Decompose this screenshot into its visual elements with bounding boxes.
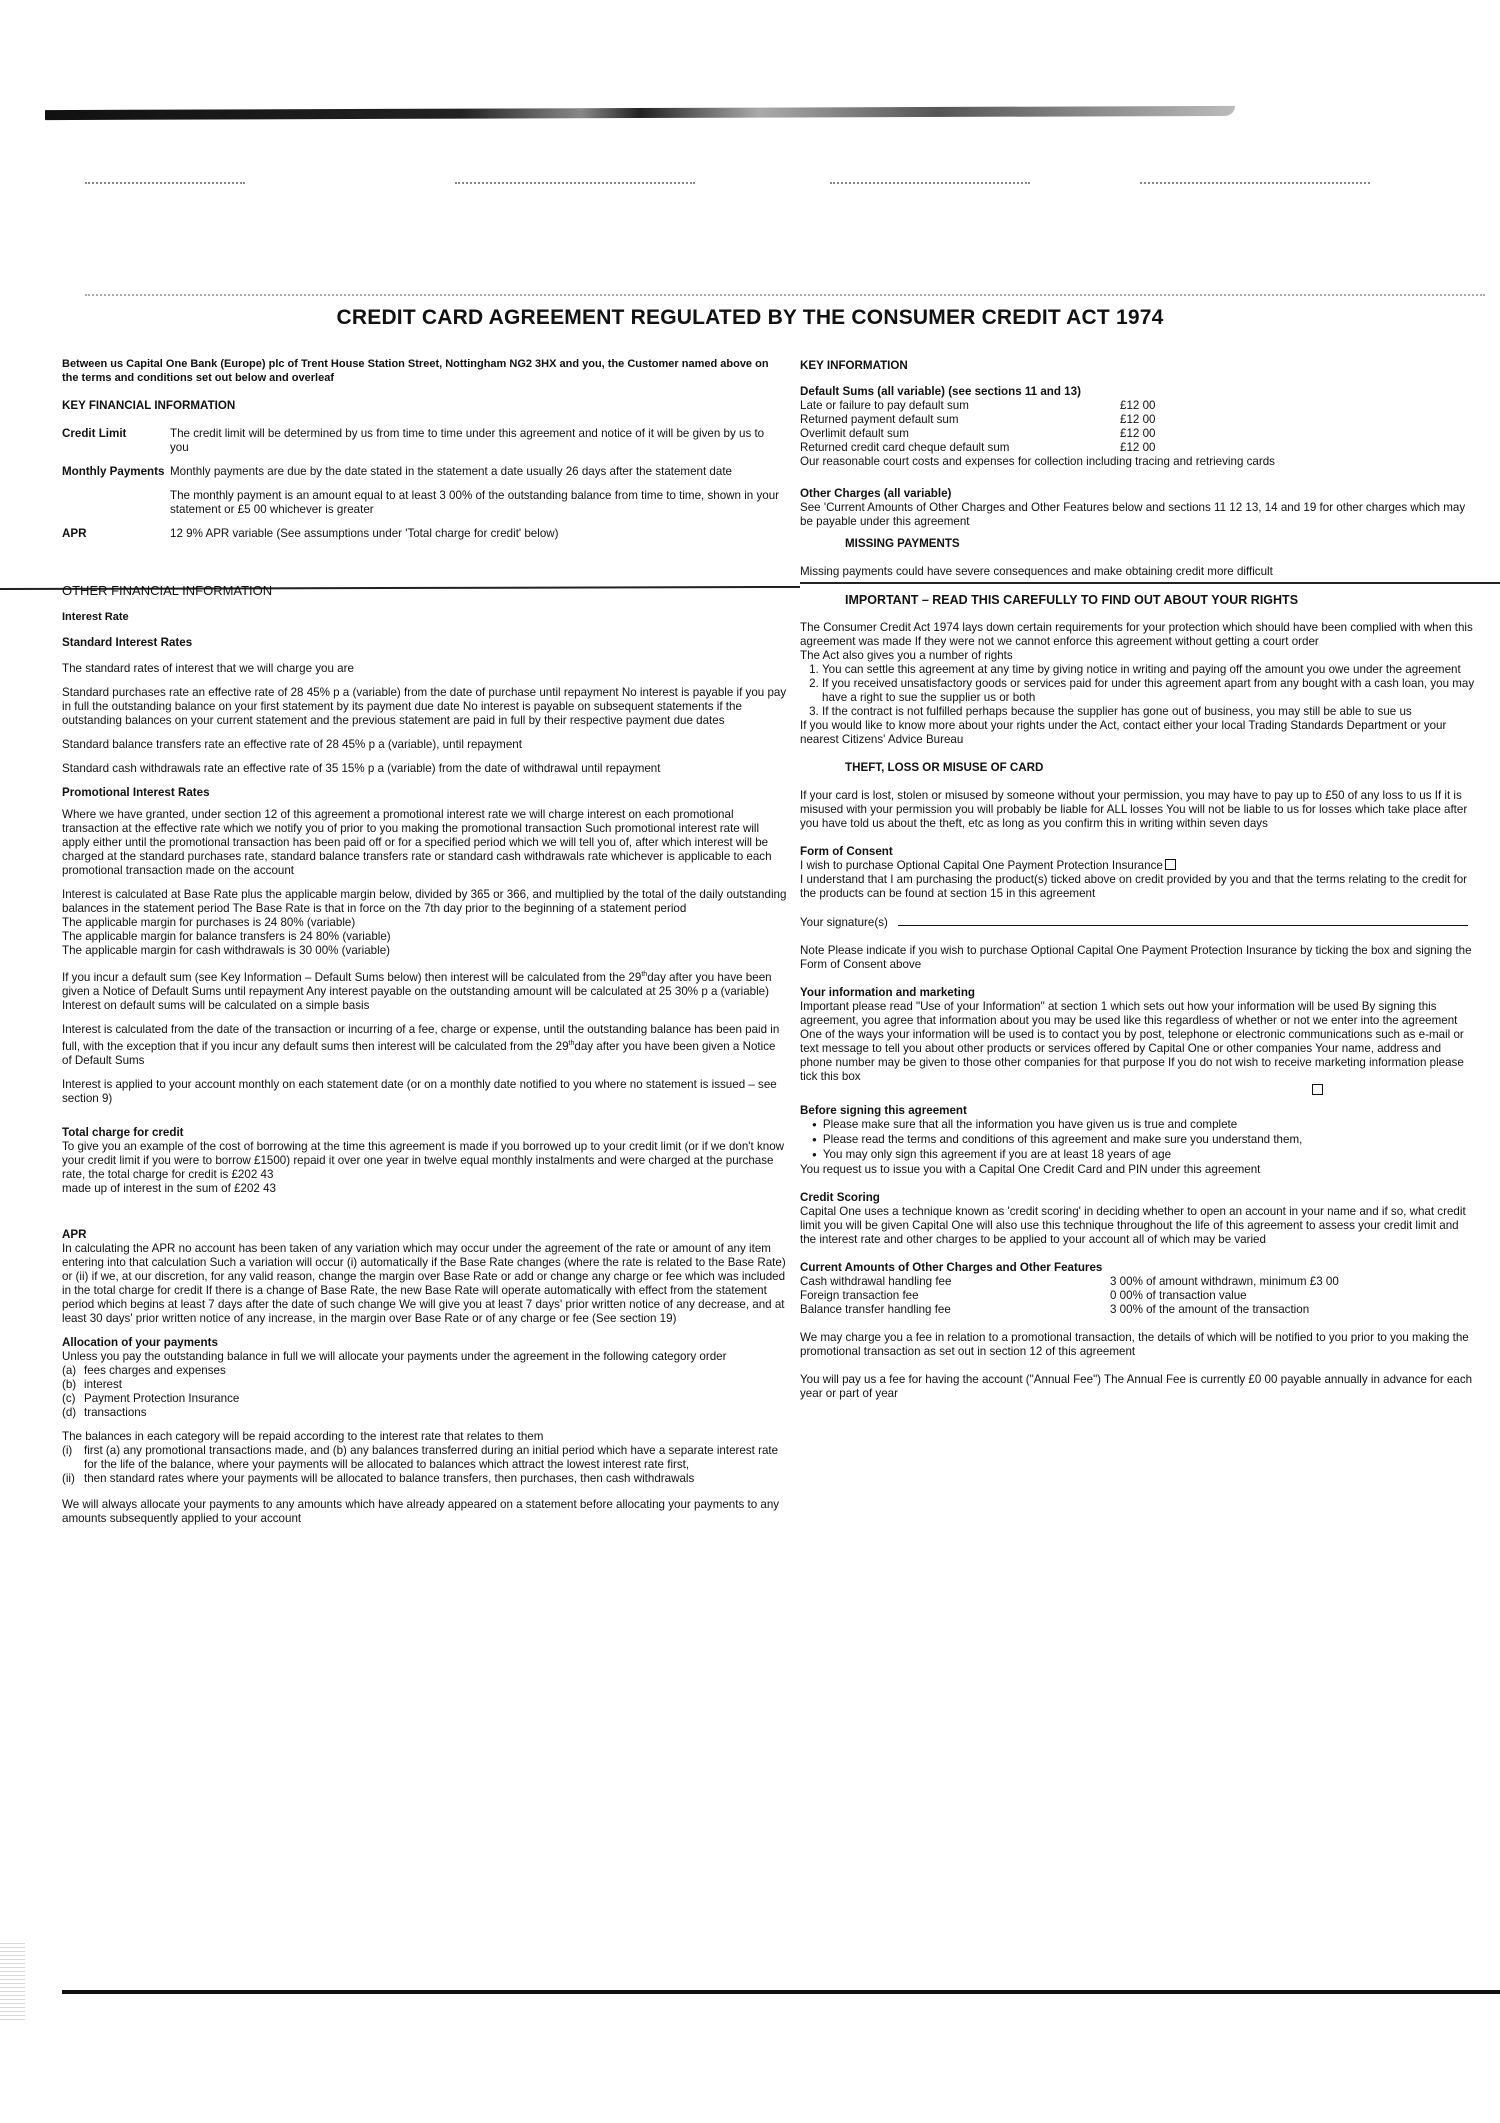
always-allocate-text: We will always allocate your payments to any amounts which have already appeared on a statement before allocating your payments to any amounts subsequently applied to your account — [62, 1497, 780, 1525]
faded-header-text — [455, 182, 695, 187]
standard-rates-intro: The standard rates of interest that we will charge you are — [62, 662, 354, 675]
marketing-heading: Your information and marketing — [800, 986, 975, 999]
scan-noise — [0, 1940, 25, 2020]
ppi-line — [800, 859, 1475, 873]
missing-payments-text: Missing payments could have severe consequences and make obtaining credit more difficult — [800, 565, 1273, 578]
total-charge-heading: Total charge for credit — [62, 1125, 184, 1139]
margin-balance-transfers: The applicable margin for balance transfers is 24 80% (variable) — [62, 930, 391, 943]
default-sum-amount: £12 00 — [1120, 413, 1156, 426]
list-text: first (a) any promotional transactions made, and (b) any balances transferred during an initial period which have a separate interest rate for the life of the balance, where your payments will be allocated to balances which attract the lowest interest rate first, — [84, 1443, 779, 1471]
list-text: fees charges and expenses — [84, 1363, 226, 1377]
theft-text: If your card is lost, stolen or misused by someone without your permission, you may have to pay up to £50 of any loss to us If it is misused with your permission you will probably be liable for ALL losses You will not be liable to us for losses which take place after you have told us about the theft, etc as long as you confirm this in writing within seven days — [800, 789, 1468, 830]
consent-note: Note Please indicate if you wish to purchase Optional Capital One Payment Protection Insurance by ticking the box and signing the Form of Consent above — [800, 944, 1472, 971]
list-item — [62, 1472, 787, 1486]
row-text: Monthly payments are due by the date stated in the statement a date usually 26 days after the statement date — [170, 465, 732, 478]
margin-purchases: The applicable margin for purchases is 24 80% (variable) — [62, 916, 356, 929]
consent-understand: I understand that I am purchasing the product(s) ticked above on credit provided by you and that the terms relating to the credit for the products can be found at section 15 in this agreement — [800, 873, 1468, 900]
annual-fee-text: You will pay us a fee for having the account ("Annual Fee") The Annual Fee is currently £0 00 payable annually in advance for each year or part of year — [800, 1373, 1473, 1400]
default-sum-amount: £12 00 — [1120, 427, 1156, 440]
list-item: 3. If the contract is not fulfilled perhaps because the supplier has gone out of business, you may still be able to sue us — [822, 705, 1475, 719]
rights-heading: IMPORTANT – READ THIS CAREFULLY TO FIND OUT ABOUT YOUR RIGHTS — [845, 593, 1299, 607]
court-costs-text: Our reasonable court costs and expenses for collection including tracing and retrieving cards — [800, 455, 1275, 468]
key-financial-section — [62, 357, 782, 551]
margin-cash: The applicable margin for cash withdrawals is 30 00% (variable) — [62, 944, 390, 957]
row-text: The credit limit will be determined by us from time to time under this agreement and notice of it will be given by us to you — [170, 427, 765, 454]
ppi-text: I wish to purchase Optional Capital One Payment Protection Insurance — [800, 859, 1163, 872]
list-item — [62, 1392, 787, 1406]
faded-header-text — [1140, 182, 1370, 187]
row-label: Monthly Payments — [62, 465, 165, 478]
right-column — [800, 359, 1475, 1411]
list-text: interest — [84, 1377, 123, 1391]
charge-label: Cash withdrawal handling fee — [800, 1275, 952, 1288]
other-charges-heading: Other Charges (all variable) — [800, 487, 952, 500]
default-sum-label: Returned credit card cheque default sum — [800, 441, 1010, 454]
charge-label: Balance transfer handling fee — [800, 1303, 951, 1316]
interest-rate-heading: Interest Rate — [62, 611, 129, 623]
standard-balance-transfer-rate: Standard balance transfers rate an effective rate of 28 45% p a (variable), until repayment — [62, 738, 522, 751]
total-charge-text: To give you an example of the cost of borrowing at the time this agreement is made if you borrowed up to your credit limit (or if we don't know your credit limit if you were to borrow £1500) repaid it over one year in twelve equal monthly instalments and were charged at the purchase rate, the total charge for credit is £202 43 — [62, 1139, 785, 1181]
standard-purchases-rate: Standard purchases rate an effective rate of 28 45% p a (variable) from the date of purchase until repayment No interest is payable if you pay in full the outstanding balance on your first statement by its payment due date No interest is payable on subsequent statements if the outstanding balances on your current statement and the previous statement are paid in full by their respective payment due dates — [62, 686, 787, 727]
faded-header-text — [830, 182, 1030, 187]
rights-also: The Act also gives you a number of rights — [800, 649, 1013, 662]
faded-header-text — [85, 294, 1485, 299]
interest-applied-text: Interest is applied to your account monthly on each statement date (or on a monthly date notified to you where no statement is issued – see section 9) — [62, 1077, 777, 1105]
list-text: Payment Protection Insurance — [84, 1391, 240, 1405]
parties-text: Between us Capital One Bank (Europe) plc of Trent House Station Street, Nottingham NG2 3HX and you, the Customer named above on the terms and conditions set out below and overleaf — [62, 358, 769, 384]
balances-order-list — [62, 1444, 787, 1486]
before-signing-heading: Before signing this agreement — [800, 1104, 967, 1117]
marketing-optout-row — [800, 1084, 1475, 1104]
missing-payments-heading: MISSING PAYMENTS — [845, 537, 960, 550]
apr-row — [62, 527, 782, 541]
default-sum-amount: £12 00 — [1120, 399, 1156, 412]
rights-intro: The Consumer Credit Act 1974 lays down certain requirements for your protection which should have been complied with when this agreement was made If they were not we cannot enforce this agreement without getting a court order — [800, 621, 1473, 648]
theft-heading: THEFT, LOSS OR MISUSE OF CARD — [845, 761, 1044, 774]
credit-scoring-text: Capital One uses a technique known as 'credit scoring' in deciding whether to open an account in your name and if so, what credit limit you will be given Capital One will also use this technique throughout the life of this agreement to assess your credit limit and the interest rate and other charges to be applied to your account all of which may be varied — [800, 1205, 1466, 1246]
text: day after you have been given a Notice of Default Sums — [62, 1039, 776, 1067]
list-marker: (d) — [62, 1405, 77, 1419]
default-sum-amount: £12 00 — [1120, 441, 1156, 454]
list-item: ● You may only sign this agreement if you are at least 18 years of age — [812, 1148, 1475, 1163]
row-label: Credit Limit — [62, 427, 127, 440]
key-financial-heading: KEY FINANCIAL INFORMATION — [62, 399, 236, 412]
apr-heading: APR — [62, 1227, 87, 1241]
key-information-heading: KEY INFORMATION — [800, 359, 908, 372]
list-item — [62, 1406, 787, 1420]
rights-more-info: If you would like to know more about your rights under the Act, contact either your local Trading Standards Department or your nearest Citizens' Advice Bureau — [800, 719, 1447, 746]
default-sum-interest — [62, 968, 787, 1013]
monthly-payments-row — [62, 465, 782, 479]
signature-field[interactable] — [898, 915, 1468, 926]
other-charges-text: See 'Current Amounts of Other Charges and Other Features below and sections 11 12 13, 14 and 19 for other charges which may be payable under this agreement — [800, 501, 1466, 528]
credit-scoring-heading: Credit Scoring — [800, 1191, 880, 1204]
list-marker: (ii) — [62, 1471, 75, 1485]
section-divider — [800, 582, 1500, 584]
list-marker: (c) — [62, 1391, 76, 1405]
total-charge-interest: made up of interest in the sum of £202 43 — [62, 1181, 276, 1195]
row-label: APR — [62, 527, 87, 540]
marketing-optout-checkbox[interactable] — [1312, 1084, 1323, 1095]
default-sum-label: Overlimit default sum — [800, 427, 909, 440]
monthly-payment-amount-row — [62, 489, 782, 517]
list-item: 2. If you received unsatisfactory goods or services paid for under this agreement apart from any bought with a cash loan, you may have a right to sue the supplier us or both — [822, 677, 1475, 705]
charge-value: 3 00% of amount withdrawn, minimum £3 00 — [1110, 1275, 1339, 1288]
marketing-text: Important please read "Use of your Information" at section 1 which sets out how your information will be used By signing this agreement, you agree that information about you may be used like this regardless of whether or not we enter into the agreement One of the ways your information will be used is to contact you by post, telephone or electronic communications such as e-mail or text message to tell you about other products or services offered by Capital One or other companies Your name, address and phone number may be given to those other companies for that purpose If you do not wish to receive marketing information please tick this box — [800, 1000, 1464, 1083]
other-financial-heading: OTHER FINANCIAL INFORMATION — [62, 583, 273, 598]
charge-value: 0 00% of transaction value — [1110, 1289, 1247, 1302]
list-item — [62, 1444, 787, 1472]
default-sums-table — [800, 399, 1475, 455]
superscript: th — [641, 971, 648, 978]
list-item: ● Please read the terms and conditions of this agreement and make sure you understand them, — [812, 1133, 1475, 1148]
charge-label: Foreign transaction fee — [800, 1289, 919, 1302]
list-item: ● Please make sure that all the information you have given us is true and complete — [812, 1118, 1475, 1133]
current-amounts-heading: Current Amounts of Other Charges and Other Features — [800, 1261, 1103, 1274]
apr-text: In calculating the APR no account has been taken of any variation which may occur under the agreement of the rate or amount of any item entering into that calculation Such a variation will occur (i) automatically if the Base Rate changes (where the rate is related to the Base Rate) or (ii) if we, at our discretion, for any valid reason, change the margin over Base Rate or add or change any charge or fee which was included in the total charge for credit If there is a change of Base Rate, the new Base Rate will operate automatically with effect from the statement period which begins at least 7 days after the date of such change We will give you at least 7 days' prior written notice of any decrease, and at least 30 days' prior written notice of any increase, in the margin over Base Rate or of any charge or fee (See section 19) — [62, 1241, 786, 1325]
before-signing-list — [800, 1118, 1475, 1163]
rights-list — [800, 663, 1475, 719]
default-sum-label: Late or failure to pay default sum — [800, 399, 969, 412]
default-sums-heading: Default Sums (all variable) (see sections 11 and 13) — [800, 385, 1081, 398]
scan-artifact-top-bar — [45, 106, 1235, 120]
document-title: CREDIT CARD AGREEMENT REGULATED BY THE CONSUMER CREDIT ACT 1974 — [336, 306, 1164, 329]
interest-calculated-from — [62, 1023, 787, 1068]
scan-artifact-bottom-line — [62, 1990, 1500, 1994]
ppi-checkbox[interactable] — [1165, 859, 1176, 870]
promotional-rates-text: Where we have granted, under section 12 of this agreement a promotional interest rate we will charge interest on each promotional transaction at the effective rate which we notify you of prior to you making the promotional transaction Such promotional interest rate will apply either until the promotional transaction has been paid off or for a specified period which we will tell you of, after which interest will be charged at the standard purchases rate, standard balance transfers rate or standard cash withdrawals rate whichever is applicable to each promotional transaction made on the account — [62, 808, 772, 877]
other-financial-section — [62, 584, 787, 1536]
list-marker: (i) — [62, 1443, 73, 1457]
text: day after you have been given a Notice of Default Sums until repayment Any interest payable on the outstanding amount will be calculated at 25 30% p a (variable) Interest on default sums will be calculated on a simple basis — [62, 970, 772, 1012]
standard-cash-rate: Standard cash withdrawals rate an effective rate of 35 15% p a (variable) from the date of withdrawal until repayment — [62, 762, 661, 775]
text: If you incur a default sum (see Key Information – Default Sums below) then interest will be calculated from the 29 — [62, 970, 642, 984]
promotional-rates-heading: Promotional Interest Rates — [62, 786, 210, 799]
allocation-order-list — [62, 1364, 787, 1420]
list-marker: (b) — [62, 1377, 77, 1391]
default-sum-label: Returned payment default sum — [800, 413, 959, 426]
row-text: The monthly payment is an amount equal to at least 3 00% of the outstanding balance from time to time, shown in your statement or £5 00 whichever is greater — [170, 489, 780, 516]
allocation-heading: Allocation of your payments — [62, 1335, 218, 1349]
faded-header-text — [85, 182, 245, 187]
promo-fee-text: We may charge you a fee in relation to a promotional transaction, the details of which will be notified to you prior to you making the promotional transaction as set out in section 12 of this agreement — [800, 1331, 1469, 1358]
current-amounts-table — [800, 1275, 1475, 1317]
row-text: 12 9% APR variable (See assumptions under 'Total charge for credit' below) — [170, 527, 559, 540]
list-item — [62, 1378, 787, 1392]
list-text: transactions — [84, 1405, 147, 1419]
text: Interest is calculated from the date of the transaction or incurring of a fee, charge or expense, until the outstanding balance has been paid in full, with the exception that if you incur any default sums then interest will be calculated from the 29 — [62, 1022, 780, 1053]
list-marker: (a) — [62, 1363, 77, 1377]
card-request-text: You request us to issue you with a Capital One Credit Card and PIN under this agreement — [800, 1163, 1261, 1176]
superscript: th — [568, 1039, 575, 1047]
list-item: 1. You can settle this agreement at any time by giving notice in writing and paying off the amount you owe under the agreement — [822, 663, 1475, 677]
allocation-intro: Unless you pay the outstanding balance in full we will allocate your payments under the agreement in the following category order — [62, 1349, 727, 1363]
row-label — [62, 489, 170, 517]
charge-value: 3 00% of the amount of the transaction — [1110, 1303, 1310, 1316]
credit-limit-row — [62, 427, 782, 455]
standard-rates-heading: Standard Interest Rates — [62, 636, 193, 649]
list-text: then standard rates where your payments will be allocated to balance transfers, then purchases, then cash withdrawals — [84, 1471, 695, 1485]
balances-intro: The balances in each category will be repaid according to the interest rate that relates to them — [62, 1429, 544, 1443]
base-rate-text: Interest is calculated at Base Rate plus the applicable margin below, divided by 365 or 366, and multiplied by the total of the daily outstanding balances in the statement period The Base Rate is that in force on the 7th day prior to the beginning of a statement period — [62, 888, 787, 915]
consent-heading: Form of Consent — [800, 845, 893, 858]
list-item — [62, 1364, 787, 1378]
signature-row — [800, 915, 1475, 930]
signature-label: Your signature(s) — [800, 916, 888, 929]
